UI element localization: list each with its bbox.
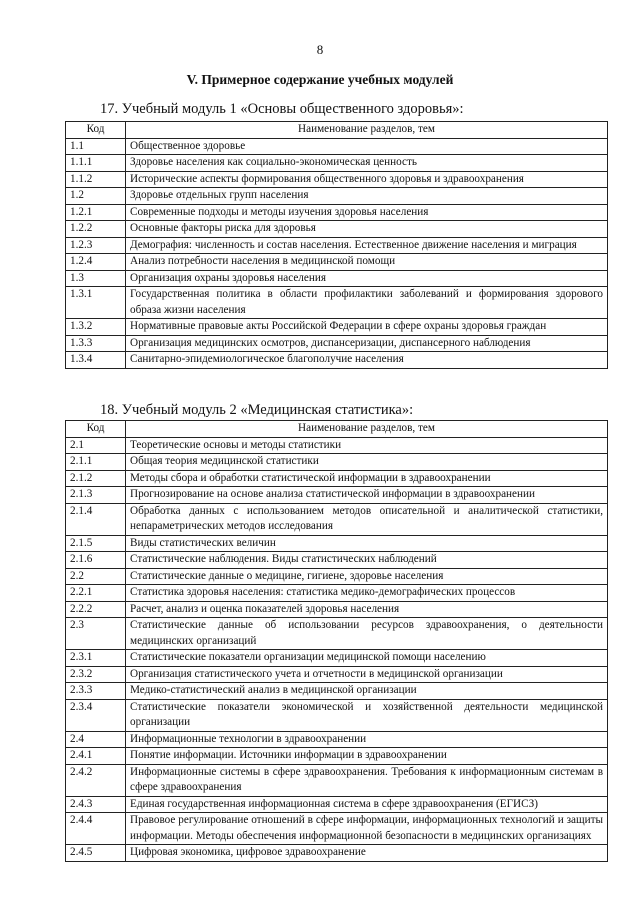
row-title: Демография: численность и состав населения. Естественное движение населения и миграция xyxy=(126,237,608,254)
row-title: Информационные системы в сфере здравоохранения. Требования к информационным системам в сфере здравоохранения xyxy=(126,764,608,796)
row-code: 2.4.4 xyxy=(66,813,126,845)
row-code: 2.1 xyxy=(66,437,126,454)
row-title: Информационные технологии в здравоохранении xyxy=(126,731,608,748)
row-title: Основные факторы риска для здоровья xyxy=(126,221,608,238)
table-row xyxy=(66,503,608,535)
table-row xyxy=(66,601,608,618)
module-1-table xyxy=(65,121,608,369)
row-code: 2.3.4 xyxy=(66,699,126,731)
table-row xyxy=(66,683,608,700)
table-row xyxy=(66,699,608,731)
table-row xyxy=(66,535,608,552)
row-title: Организация медицинских осмотров, диспансеризации, диспансерного наблюдения xyxy=(126,335,608,352)
row-title: Государственная политика в области профилактики заболеваний и формирования здорового образа жизни населения xyxy=(126,287,608,319)
row-title: Современные подходы и методы изучения здоровья населения xyxy=(126,204,608,221)
code-column-header: Код xyxy=(66,122,126,139)
row-title: Исторические аспекты формирования общественного здоровья и здравоохранения xyxy=(126,171,608,188)
row-title: Здоровье населения как социально-экономическая ценность xyxy=(126,155,608,172)
table-row xyxy=(66,138,608,155)
row-code: 2.1.6 xyxy=(66,552,126,569)
row-title: Статистические показатели организации медицинской помощи населению xyxy=(126,650,608,667)
row-title: Виды статистических величин xyxy=(126,535,608,552)
table-row xyxy=(66,437,608,454)
row-title: Статистические данные о медицине, гигиене, здоровье населения xyxy=(126,568,608,585)
row-title: Расчет, анализ и оценка показателей здоровья населения xyxy=(126,601,608,618)
table-row xyxy=(66,487,608,504)
table-row xyxy=(66,813,608,845)
row-title: Нормативные правовые акты Российской Федерации в сфере охраны здоровья граждан xyxy=(126,319,608,336)
row-code: 1.1 xyxy=(66,138,126,155)
module-2-table xyxy=(65,420,608,862)
table-row xyxy=(66,335,608,352)
row-title: Санитарно-эпидемиологическое благополучие населения xyxy=(126,352,608,369)
row-code: 2.4.5 xyxy=(66,845,126,862)
row-code: 1.3.4 xyxy=(66,352,126,369)
row-code: 2.4.1 xyxy=(66,748,126,765)
table-row xyxy=(66,650,608,667)
row-title: Правовое регулирование отношений в сфере информации, информационных технологий и защиты информации. Методы обеспечения информационной безопасности в медицинских организациях xyxy=(126,813,608,845)
table-row xyxy=(66,221,608,238)
row-code: 2.1.2 xyxy=(66,470,126,487)
row-code: 1.2.2 xyxy=(66,221,126,238)
section-title: V. Примерное содержание учебных модулей xyxy=(186,72,454,87)
table-row xyxy=(66,796,608,813)
table-row xyxy=(66,155,608,172)
row-code: 1.3 xyxy=(66,270,126,287)
row-title: Методы сбора и обработки статистической информации в здравоохранении xyxy=(126,470,608,487)
table-row xyxy=(66,454,608,471)
row-code: 2.3.2 xyxy=(66,666,126,683)
table-row xyxy=(66,237,608,254)
name-column-header: Наименование разделов, тем xyxy=(126,421,608,438)
row-title: Организация статистического учета и отчетности в медицинской организации xyxy=(126,666,608,683)
row-code: 2.3 xyxy=(66,618,126,650)
row-code: 2.1.1 xyxy=(66,454,126,471)
table-row xyxy=(66,585,608,602)
row-code: 2.1.4 xyxy=(66,503,126,535)
row-code: 1.1.2 xyxy=(66,171,126,188)
table-row xyxy=(66,270,608,287)
table-row xyxy=(66,171,608,188)
table-row xyxy=(66,352,608,369)
table-row xyxy=(66,764,608,796)
row-code: 2.4 xyxy=(66,731,126,748)
row-code: 2.3.1 xyxy=(66,650,126,667)
row-code: 1.2.4 xyxy=(66,254,126,271)
row-title: Обработка данных с использованием методов описательной и аналитической статистики, непараметрических методов исследования xyxy=(126,503,608,535)
row-code: 2.3.3 xyxy=(66,683,126,700)
row-code: 2.2 xyxy=(66,568,126,585)
row-title: Теоретические основы и методы статистики xyxy=(126,437,608,454)
row-title: Статистика здоровья населения: статистика медико-демографических процессов xyxy=(126,585,608,602)
row-code: 1.3.3 xyxy=(66,335,126,352)
row-title: Единая государственная информационная система в сфере здравоохранения (ЕГИСЗ) xyxy=(126,796,608,813)
row-code: 2.4.3 xyxy=(66,796,126,813)
table-row xyxy=(66,748,608,765)
module-1-title: 17. Учебный модуль 1 «Основы общественного здоровья»: xyxy=(100,101,464,117)
name-column-header: Наименование разделов, тем xyxy=(126,122,608,139)
code-column-header: Код xyxy=(66,421,126,438)
row-code: 1.2 xyxy=(66,188,126,205)
table-header-row xyxy=(66,421,608,438)
row-title: Здоровье отдельных групп населения xyxy=(126,188,608,205)
table-row xyxy=(66,552,608,569)
row-code: 1.2.3 xyxy=(66,237,126,254)
module-2-title: 18. Учебный модуль 2 «Медицинская статистика»: xyxy=(100,402,414,418)
row-title: Организация охраны здоровья населения xyxy=(126,270,608,287)
row-title: Общая теория медицинской статистики xyxy=(126,454,608,471)
table-row xyxy=(66,204,608,221)
row-code: 1.3.1 xyxy=(66,287,126,319)
row-title: Статистические данные об использовании ресурсов здравоохранения, о деятельности медицинских организаций xyxy=(126,618,608,650)
row-title: Общественное здоровье xyxy=(126,138,608,155)
page-number: 8 xyxy=(316,42,324,57)
row-code: 1.2.1 xyxy=(66,204,126,221)
row-code: 1.1.1 xyxy=(66,155,126,172)
row-code: 2.1.3 xyxy=(66,487,126,504)
row-title: Понятие информации. Источники информации в здравоохранении xyxy=(126,748,608,765)
row-code: 2.4.2 xyxy=(66,764,126,796)
row-title: Прогнозирование на основе анализа статистической информации в здравоохранении xyxy=(126,487,608,504)
table-row xyxy=(66,618,608,650)
row-title: Статистические показатели экономической и хозяйственной деятельности медицинской организации xyxy=(126,699,608,731)
table-row xyxy=(66,287,608,319)
table-row xyxy=(66,254,608,271)
table-header-row xyxy=(66,122,608,139)
row-code: 2.1.5 xyxy=(66,535,126,552)
row-code: 2.2.1 xyxy=(66,585,126,602)
table-row xyxy=(66,319,608,336)
row-title: Медико-статистический анализ в медицинской организации xyxy=(126,683,608,700)
table-row xyxy=(66,188,608,205)
table-row xyxy=(66,731,608,748)
table-row xyxy=(66,568,608,585)
table-row xyxy=(66,845,608,862)
table-row xyxy=(66,470,608,487)
row-code: 2.2.2 xyxy=(66,601,126,618)
row-title: Анализ потребности населения в медицинской помощи xyxy=(126,254,608,271)
row-title: Статистические наблюдения. Виды статистических наблюдений xyxy=(126,552,608,569)
row-title: Цифровая экономика, цифровое здравоохранение xyxy=(126,845,608,862)
row-code: 1.3.2 xyxy=(66,319,126,336)
table-row xyxy=(66,666,608,683)
